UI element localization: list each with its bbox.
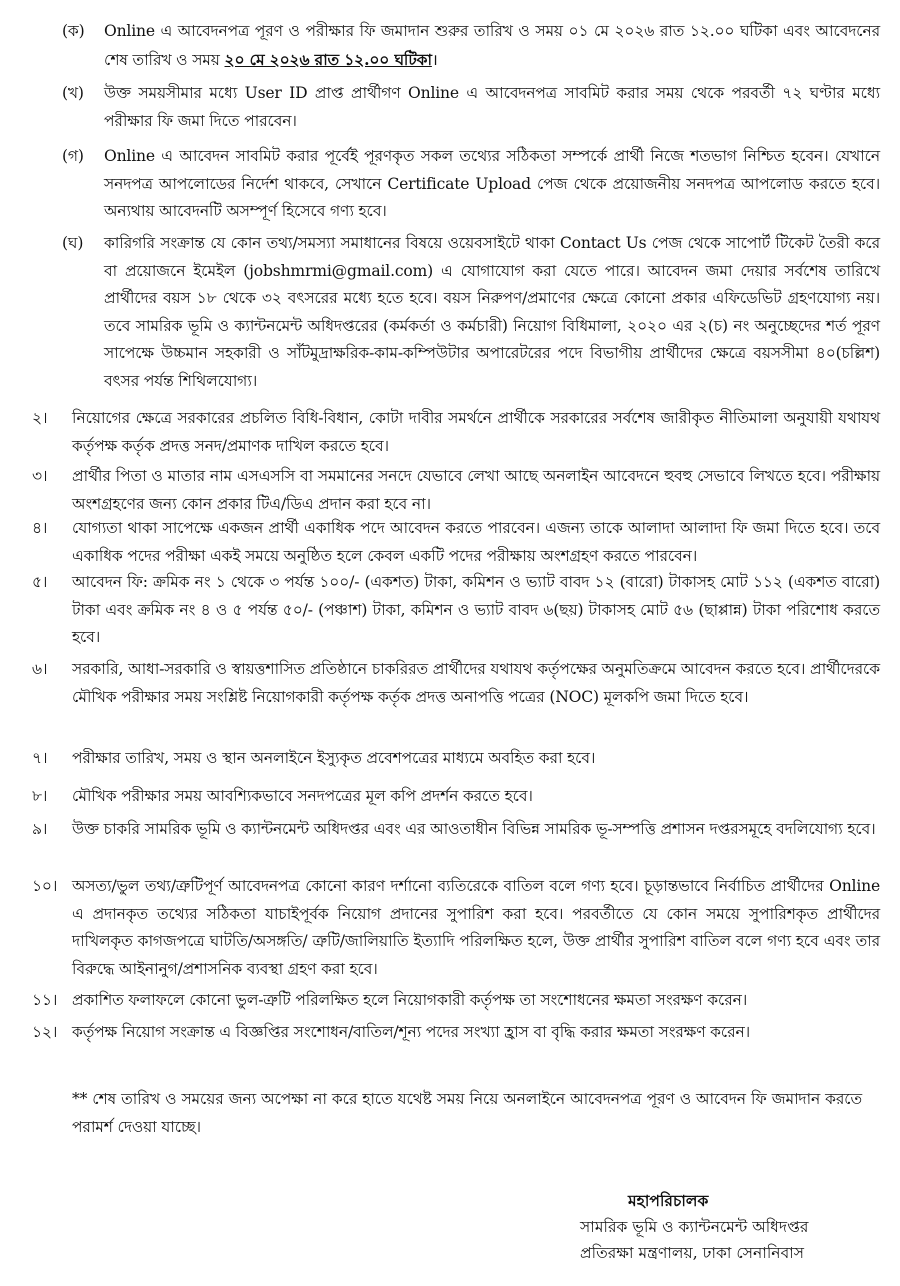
- item-number: ৩।: [32, 467, 48, 485]
- item-number: ৯।: [32, 820, 48, 838]
- list-item-8: [32, 783, 880, 811]
- subitem-ga: [62, 143, 880, 226]
- item-text: অসত্য/ভুল তথ্য/ত্রুটিপূর্ণ আবেদনপত্র কোনো কারণ দর্শানো ব্যতিরেকে বাতিল বলে গণ্য হবে। চূড়ান্তভাবে নির্বাচিত প্রার্থীদের Online এ প্রদানকৃত তথ্যের সঠিকতা যাচাইপূর্বক নিয়োগ প্রদানের সুপারিশ করা হবে। পরবর্তীতে যে কোন সময়ে সুপারিশকৃত প্রার্থীদের দাখিলকৃত কাগজপত্রে ঘাটতি/অসঙ্গতি/ ত্রুটি/জালিয়াতি ইত্যাদি পরিলক্ষিত হলে, উক্ত প্রার্থীর সুপারিশ বাতিল বলে গণ্য হবে এবং তার বিরুদ্ধে আইনানুগ/প্রশাসনিক ব্যবস্থা গ্রহণ করা হবে।: [72, 877, 880, 978]
- subitem-gha: [62, 230, 880, 395]
- list-item-12: [32, 1019, 880, 1047]
- deadline-highlight: ২০ মে ২০২৬ রাত ১২.০০ ঘটিকা: [224, 49, 432, 69]
- signature-office: সামরিক ভূমি ও ক্যান্টনমেন্ট অধিদপ্তর: [580, 1218, 809, 1236]
- item-text: আবেদন ফি: ক্রমিক নং ১ থেকে ৩ পর্যন্ত ১০০/- (একশত) টাকা, কমিশন ও ভ্যাট বাবদ ১২ (বারো) টাকাসহ মোট ১১২ (একশত বারো) টাকা এবং ক্রমিক নং ৪ ও ৫ পর্যন্ত ৫০/- (পঞ্চাশ) টাকা, কমিশন ও ভ্যাট বাবদ ৬(ছয়) টাকাসহ মোট ৫৬ (ছাপ্পান্ন) টাকা পরিশোধ করতে হবে।: [72, 573, 880, 646]
- item-number: ১২।: [32, 1023, 58, 1041]
- subitem-text-end: ।: [431, 50, 438, 69]
- signature-ministry: প্রতিরক্ষা মন্ত্রণালয়, ঢাকা সেনানিবাস: [580, 1244, 805, 1262]
- list-item-4: [32, 515, 880, 570]
- subitem-mark: (গ): [62, 147, 84, 165]
- item-text: প্রার্থীর পিতা ও মাতার নাম এসএসসি বা সমমানের সনদে যেভাবে লেখা আছে অনলাইন আবেদনে হুবহু সেভাবে লিখতে হবে। পরীক্ষায় অংশগ্রহণের জন্য কোন প্রকার টিএ/ডিএ প্রদান করা হবে না।: [72, 467, 880, 513]
- item-number: ৬।: [32, 660, 48, 678]
- item-number: ৭।: [32, 749, 48, 767]
- item-text: যোগ্যতা থাকা সাপেক্ষে একজন প্রার্থী একাধিক পদে আবেদন করতে পারবেন। এজন্য তাকে আলাদা আলাদা ফি জমা দিতে হবে। তবে একাধিক পদের পরীক্ষা একই সময়ে অনুষ্ঠিত হলে কেবল একটি পদের পরীক্ষায় অংশগ্রহণ করতে পারবেন।: [72, 519, 880, 565]
- deadline-advice-note: ** শেষ তারিখ ও সময়ের জন্য অপেক্ষা না করে হাতে যথেষ্ট সময় নিয়ে অনলাইনে আবেদনপত্র পূরণ ও আবেদন ফি জমাদান করতে পরামর্শ দেওয়া যাচ্ছে।: [72, 1090, 862, 1136]
- item-text: কর্তৃপক্ষ নিয়োগ সংক্রান্ত এ বিজ্ঞপ্তির সংশোধন/বাতিল/শূন্য পদের সংখ্যা হ্রাস বা বৃদ্ধি করার ক্ষমতা সংরক্ষণ করেন।: [72, 1023, 751, 1041]
- subitem-text: কারিগরি সংক্রান্ত যে কোন তথ্য/সমস্যা সমাধানের বিষয়ে ওয়েবসাইটে থাকা Contact Us পেজ থেকে সাপোর্ট টিকেট তৈরী করে বা প্রয়োজনে ইমেইল (jobshmrmi@gmail.com) এ যোগাযোগ করা যেতে পারে। আবেদন জমা দেয়ার সর্বশেষ তারিখে প্রার্থীদের বয়স ১৮ থেকে ৩২ বৎসরের মধ্যে হতে হবে। বয়স নিরুপণ/প্রমাণের ক্ষেত্রে কোনো প্রকার এফিডেভিট গ্রহণযোগ্য নয়। তবে সামরিক ভূমি ও ক্যান্টনমেন্ট অধিদপ্তরের (কর্মকর্তা ও কর্মচারী) নিয়োগ বিধিমালা, ২০২০ এর ২(চ) নং অনুচ্ছেদের শর্ত পূরণ সাপেক্ষে উচ্চমান সহকারী ও সাঁটমুদ্রাক্ষরিক-কাম-কম্পিউটার অপারেটরের পদে বিভাগীয় প্রার্থীদের ক্ষেত্রে বয়সসীমা ৪০(চল্লিশ) বৎসর পর্যন্ত শিথিলযোগ্য।: [104, 234, 880, 390]
- subitem-mark: (ক): [62, 22, 85, 40]
- item-text: নিয়োগের ক্ষেত্রে সরকারের প্রচলিত বিধি-বিধান, কোটা দাবীর সমর্থনে প্রার্থীকে সরকারের সর্বশেষ জারীকৃত নীতিমালা অনুযায়ী যথাযথ কর্তৃপক্ষ কর্তৃক প্রদত্ত সনদ/প্রমাণক দাখিল করতে হবে।: [72, 409, 880, 455]
- item-number: ৮।: [32, 787, 48, 805]
- list-item-10: [32, 873, 880, 983]
- list-item-7: [32, 745, 880, 773]
- item-number: ১১।: [32, 991, 58, 1009]
- signature-title: মহাপরিচালক: [628, 1191, 709, 1210]
- list-item-2: [32, 405, 880, 460]
- subitem-kha: [62, 80, 880, 135]
- subitem-text: উক্ত সময়সীমার মধ্যে User ID প্রাপ্ত প্রার্থীগণ Online এ আবেদনপত্র সাবমিট করার সময় থেকে পরবর্তী ৭২ ঘণ্টার মধ্যে পরীক্ষার ফি জমা দিতে পারবেন।: [104, 84, 880, 130]
- subitem-text: [104, 18, 880, 74]
- list-item-11: [32, 987, 880, 1015]
- list-item-6: [32, 656, 880, 711]
- item-text: প্রকাশিত ফলাফলে কোনো ভুল-ত্রুটি পরিলক্ষিত হলে নিয়োগকারী কর্তৃপক্ষ তা সংশোধনের ক্ষমতা সংরক্ষণ করেন।: [72, 991, 748, 1009]
- subitem-mark: (খ): [62, 84, 84, 102]
- item-number: ৫।: [32, 573, 48, 591]
- subitem-text-part: Online এ আবেদনপত্র পূরণ ও পরীক্ষার ফি জমাদান শুরুর তারিখ ও সময় ০১ মে ২০২৬ রাত ১২.০০ ঘটিকা এবং আবেদনের শেষ তারিখ ও সময়: [104, 22, 880, 69]
- item-text: উক্ত চাকরি সামরিক ভূমি ও ক্যান্টনমেন্ট অধিদপ্তর এবং এর আওতাধীন বিভিন্ন সামরিক ভূ-সম্পত্তি প্রশাসন দপ্তরসমূহে বদলিযোগ্য হবে।: [72, 820, 876, 838]
- item-number: ২।: [32, 409, 48, 427]
- list-item-5: [32, 569, 880, 652]
- list-item-9: [32, 816, 880, 844]
- item-text: সরকারি, আধা-সরকারি ও স্বায়ত্তশাসিত প্রতিষ্ঠানে চাকরিরত প্রার্থীদের যথাযথ কর্তৃপক্ষের অনুমতিক্রমে আবেদন করতে হবে। প্রার্থীদেরকে মৌখিক পরীক্ষার সময় সংশ্লিষ্ট নিয়োগকারী কর্তৃপক্ষ কর্তৃক প্রদত্ত অনাপত্তি পত্রের (NOC) মূলকপি জমা দিতে হবে।: [72, 660, 880, 706]
- item-number: ৪।: [32, 519, 48, 537]
- subitem-text: Online এ আবেদন সাবমিট করার পূর্বেই পূরণকৃত সকল তথ্যের সঠিকতা সম্পর্কে প্রার্থী নিজে শতভাগ নিশ্চিত হবেন। যেখানে সনদপত্র আপলোডের নির্দেশ থাকবে, সেখানে Certificate Upload পেজ থেকে প্রয়োজনীয় সনদপত্র আপলোড করতে হবে। অন্যথায় আবেদনটি অসম্পূর্ণ হিসেবে গণ্য হবে।: [104, 147, 880, 220]
- list-item-3: [32, 463, 880, 518]
- item-number: ১০।: [32, 877, 58, 895]
- item-text: মৌখিক পরীক্ষার সময় আবশ্যিকভাবে সনদপত্রের মূল কপি প্রদর্শন করতে হবে।: [72, 787, 533, 805]
- subitem-mark: (ঘ): [62, 234, 84, 252]
- subitem-ka: [62, 18, 880, 74]
- item-text: পরীক্ষার তারিখ, সময় ও স্থান অনলাইনে ইস্যুকৃত প্রবেশপত্রের মাধ্যমে অবহিত করা হবে।: [72, 749, 596, 767]
